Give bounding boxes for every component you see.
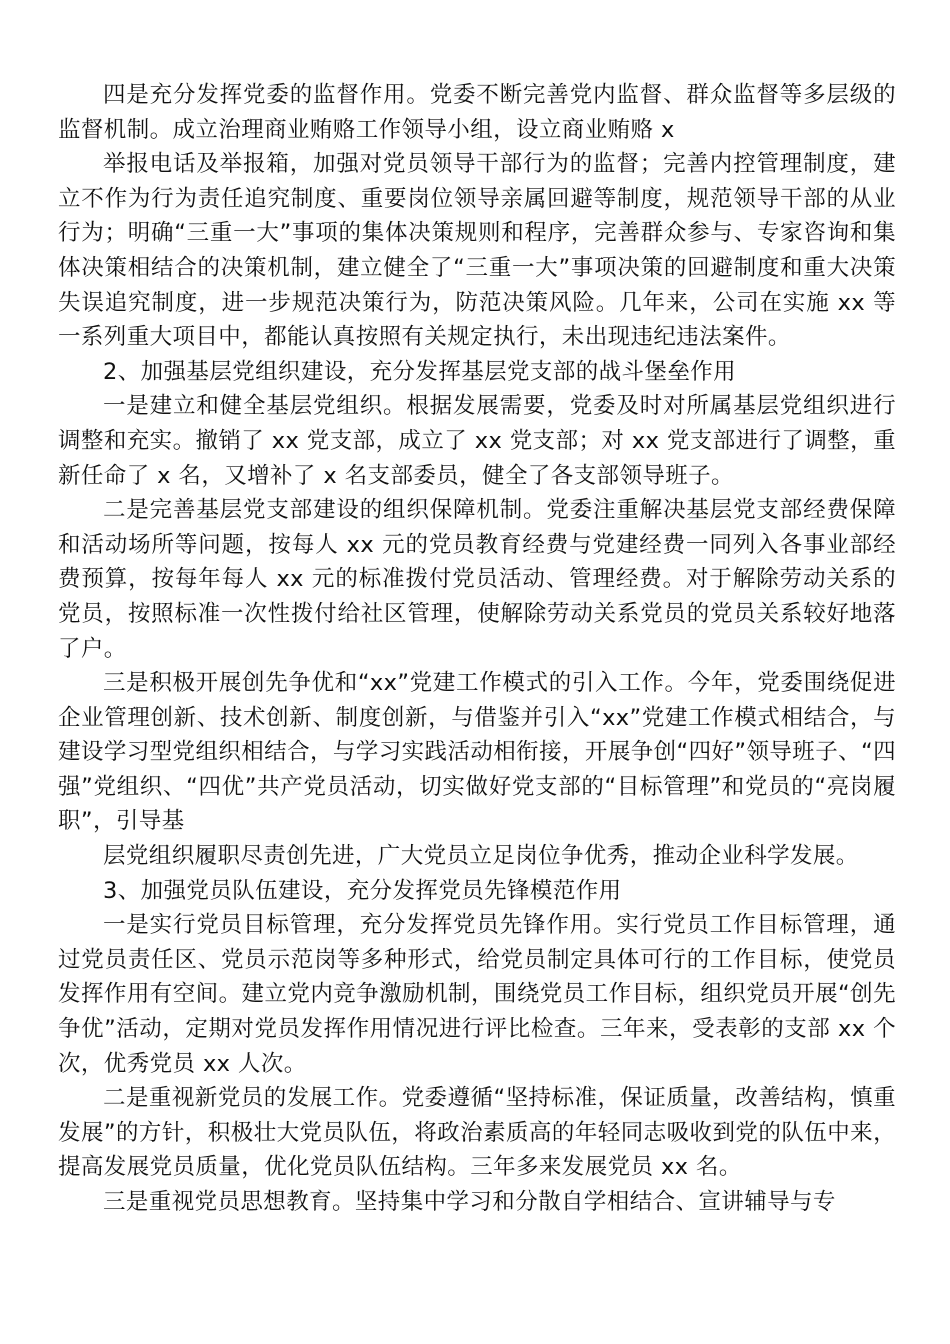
paragraph-excellence-continued: 层党组织履职尽责创先进，广大党员立足岗位争优秀，推动企业科学发展。 [103,843,859,870]
section-heading-3: 3、加强党员队伍建设，充分发挥党员先锋模范作用 [103,877,622,904]
paragraph-reporting: 举报电话及举报箱，加强对党员领导干部行为的监督；完善内控管理制度，建立不作为行为责任追究制度、重要岗位领导亲属回避等制度，规范领导干部的从业行为；明确“三重一大”事项的集体决策规则和程序，完善群众参与、专家咨询和集体决策相结合的决策机制，建立健全了“三重一大”事项决策的回避制度和重大决策失误追究制度，进一步规范决策行为，防范决策风险。几年来，公司在实施 xx 等一系列重大项目中，都能认真按照有关规定执行，未出现违纪违法案件。 [58,151,896,351]
document-body [58,78,896,1220]
section-heading-2: 2、加强基层党组织建设，充分发挥基层党支部的战斗堡垒作用 [103,358,737,385]
paragraph-education: 三是重视党员思想教育。坚持集中学习和分散自学相结合、宣讲辅导与专 [103,1189,836,1215]
paragraph-new-members: 二是重视新党员的发展工作。党委遵循“坚持标准，保证质量，改善结构，慎重发展”的方针，积极壮大党员队伍，将政治素质高的年轻同志吸收到党的队伍中来，提高发展党员质量，优化党员队伍结构。三年多来发展党员 xx 名。 [58,1085,896,1181]
paragraph-excellence: 三是积极开展创先争优和“xx”党建工作模式的引入工作。今年，党委围绕促进企业管理创新、技术创新、制度创新，与借鉴并引入“xx”党建工作模式相结合，与建设学习型党组织相结合，与学习实践活动相衔接，开展争创“四好”领导班子、“四强”党组织、“四优”共产党员活动，切实做好党支部的“目标管理”和党员的“亮岗履职”，引导基 [58,670,896,835]
paragraph-supervision: 四是充分发挥党委的监督作用。党委不断完善党内监督、群众监督等多层级的监督机制。成立治理商业贿赂工作领导小组，设立商业贿赂 x [58,82,896,143]
paragraph-org-guarantee: 二是完善基层党支部建设的组织保障机制。党委注重解决基层党支部经费保障和活动场所等问题，按每人 xx 元的党员教育经费与党建经费一同列入各事业部经费预算，按每年每人 xx 元的标准拨付党员活动、管理经费。对于解除劳动关系的党员，按照标准一次性拨付给社区管理，使解除劳动关系党员的党员关系较好地落了户。 [58,497,896,662]
paragraph-target-management: 一是实行党员目标管理，充分发挥党员先锋作用。实行党员工作目标管理，通过党员责任区、党员示范岗等多种形式，给党员制定具体可行的工作目标，使党员发挥作用有空间。建立党内竞争激励机制，围绕党员工作目标，组织党员开展“创先争优”活动，定期对党员发挥作用情况进行评比检查。三年来，受表彰的支部 xx 个次，优秀党员 xx 人次。 [58,912,896,1077]
paragraph-org-building: 一是建立和健全基层党组织。根据发展需要，党委及时对所属基层党组织进行调整和充实。撤销了 xx 党支部，成立了 xx 党支部；对 xx 党支部进行了调整，重新任命了 x 名，又增补了 x 名支部委员，健全了各支部领导班子。 [58,393,896,489]
